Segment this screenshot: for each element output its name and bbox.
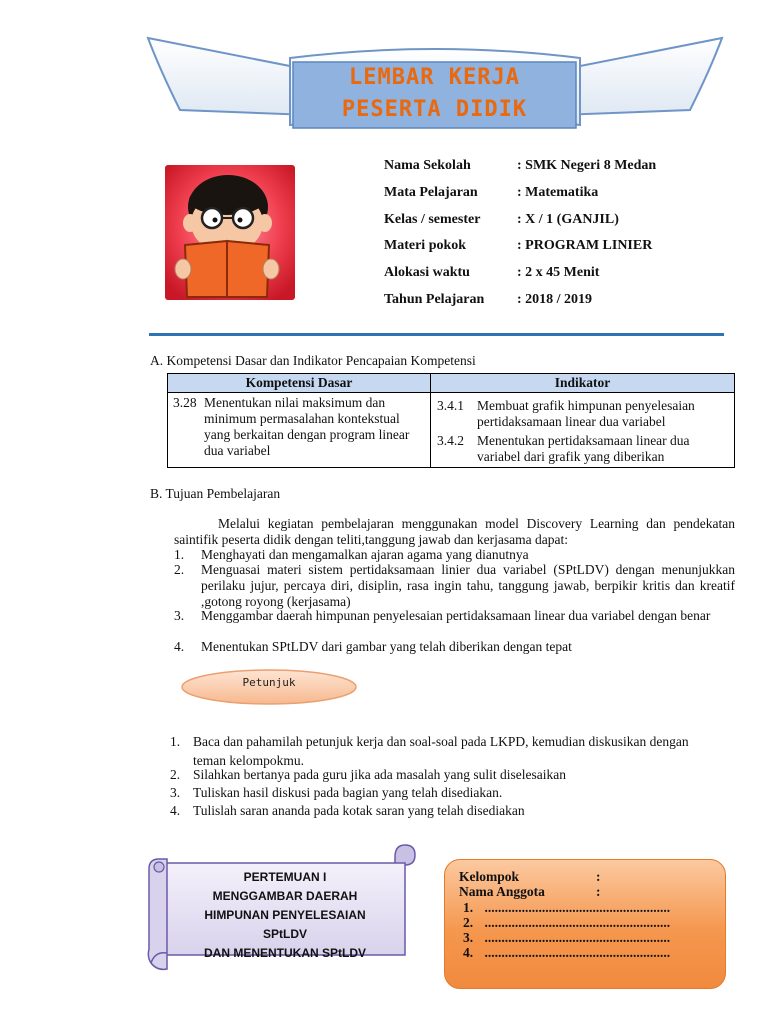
section-a-heading: A. Kompetensi Dasar dan Indikator Pencapaian Kompetensi	[150, 353, 476, 368]
members-label: Nama Anggota	[459, 884, 545, 899]
petunjuk-label: Petunjuk	[242, 676, 296, 689]
boy-reading-book-icon	[165, 165, 295, 300]
member-line[interactable]: 3. .......................................................	[463, 930, 671, 945]
competency-table	[167, 373, 735, 468]
member-line[interactable]: 1. .......................................................	[463, 900, 671, 915]
indikator-cell: 3.4.1 Membuat grafik himpunan penyelesaian pertidaksamaan linear dua variabel 3.4.2 Menentukan pertidaksamaan linear dua variabel dari grafik yang diberikan	[431, 393, 735, 468]
col-header-kd: Kompetensi Dasar	[168, 374, 431, 393]
group-label: Kelompok	[459, 869, 520, 884]
group-colon: :	[596, 869, 601, 884]
info-row-subject: Mata Pelajaran : Matematika	[384, 185, 599, 200]
member-line[interactable]: 2. .......................................................	[463, 915, 671, 930]
divider	[149, 333, 724, 336]
col-header-indikator: Indikator	[431, 374, 735, 393]
members-colon: :	[596, 884, 601, 899]
info-row-topic: Materi pokok : PROGRAM LINIER	[384, 238, 653, 253]
section-b-heading: B. Tujuan Pembelajaran	[150, 486, 281, 501]
info-row-class: Kelas / semester : X / 1 (GANJIL)	[384, 212, 619, 227]
info-row-year: Tahun Pelajaran : 2018 / 2019	[384, 292, 593, 307]
objective-intro: Melalui kegiatan pembelajaran menggunakan model Discovery Learning dan pendekatan saintifik peserta didik dengan teliti,tanggung jawab dan kerjasama dapat:	[174, 516, 735, 547]
worksheet-title: LEMBAR KERJA PESERTA DIDIK	[341, 65, 528, 122]
info-row-time: Alokasi waktu : 2 x 45 Menit	[384, 265, 600, 280]
kd-cell: 3.28 Menentukan nilai maksimum dan minimum permasalahan kontekstual yang berkaitan dengan program linear dua variabel	[168, 393, 431, 468]
info-row-school: Nama Sekolah : SMK Negeri 8 Medan	[384, 158, 657, 173]
meeting-title: PERTEMUAN I MENGGAMBAR DAERAH HIMPUNAN PENYELESAIAN SPtLDV DAN MENENTUKAN SPtLDV	[204, 870, 366, 960]
member-line[interactable]: 4. .......................................................	[463, 945, 671, 960]
